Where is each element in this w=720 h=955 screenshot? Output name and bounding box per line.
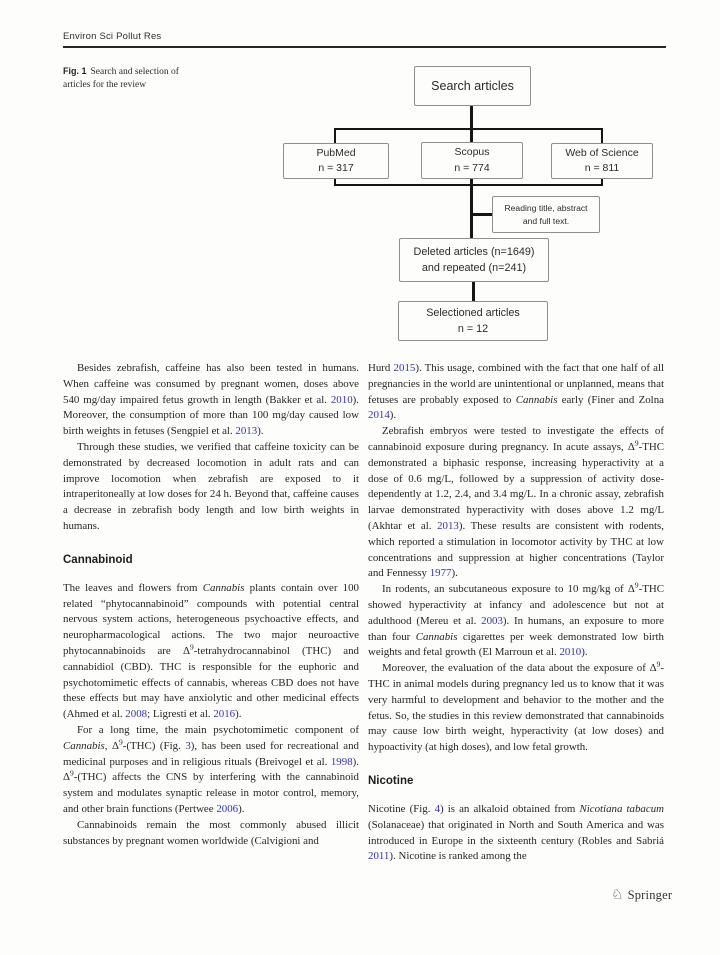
- body-paragraph: [63, 440, 359, 535]
- text-run: ).: [451, 567, 458, 580]
- header-rule: [63, 46, 666, 48]
- web-of-science-box: [551, 143, 653, 179]
- citation-link[interactable]: 2016: [213, 708, 236, 721]
- text-run: plants contain over 100 related “phytocannabinoid” compounds with potential central nervous system actions, heterogeneous psychoactive effects, and neuropharmacological actions. The two major neuroactive phytocannabinoids are Δ: [63, 581, 359, 657]
- text-run: -(THC) affects the CNS by interfering with the cannabinoid system and modulates synaptic release in motor control, memory, and other brain functions (Pertwee: [63, 771, 359, 815]
- reading-note-line1: Reading title, abstract: [504, 203, 588, 214]
- body-paragraph: [368, 424, 664, 582]
- pubmed-box: [283, 143, 389, 179]
- springer-wordmark: Springer: [627, 888, 673, 902]
- citation-link[interactable]: 2008: [125, 708, 148, 721]
- citation-link[interactable]: 1977: [429, 567, 452, 580]
- text-run: Hurd: [368, 362, 394, 374]
- text-run: ). Nicotine is ranked among the: [389, 850, 527, 863]
- superscript: 9: [634, 438, 639, 448]
- italic-term: Cannabis: [202, 581, 245, 594]
- text-run: (Solanaceae) that originated in North and South America and was introduced in Europe in the sixteenth century (Robles and Sabriá: [368, 818, 664, 847]
- body-paragraph: [63, 361, 359, 440]
- search-articles-box: [414, 66, 531, 106]
- text-run: ).: [235, 708, 242, 721]
- deleted-articles-line2: and repeated (n=241): [421, 262, 527, 274]
- search-articles-label: Search articles: [431, 79, 514, 93]
- citation-link[interactable]: 1998: [330, 755, 353, 768]
- text-run: ).: [581, 646, 588, 659]
- text-run: Zebrafish embryos were tested to investigate the effects of cannabinoid exposure during pregnancy. In acute assays, Δ: [368, 425, 664, 453]
- text-run: The leaves and flowers from: [63, 581, 203, 594]
- connector-to-reading-note: [472, 213, 493, 216]
- scopus-box: [421, 142, 523, 179]
- body-paragraph: [368, 661, 664, 756]
- selected-articles-line2: n = 12: [457, 323, 489, 335]
- scopus-count: n = 774: [454, 161, 490, 174]
- pubmed-count: n = 317: [318, 162, 354, 174]
- text-run: ), has been used for recreational and medicinal purposes and in religious rituals (Breivogel et al.: [63, 739, 360, 768]
- body-paragraph: [63, 818, 359, 850]
- text-run: ).: [238, 802, 245, 815]
- text-run: ).: [257, 425, 264, 438]
- selected-articles-line1: Selectioned articles: [426, 306, 520, 319]
- text-run: ). Δ: [63, 755, 359, 784]
- deleted-articles-line1: Deleted articles (n=1649): [413, 245, 535, 258]
- body-paragraph: [368, 361, 664, 424]
- reading-note-box: [492, 196, 600, 233]
- superscript: 9: [634, 580, 639, 590]
- web-of-science-label: Web of Science: [565, 146, 639, 159]
- body-column-right: [368, 361, 664, 865]
- text-run: early (Finer and Zolna: [557, 393, 664, 406]
- superscript: 9: [70, 768, 74, 778]
- body-paragraph: [63, 723, 359, 818]
- connector-search-to-bracket: [470, 105, 473, 129]
- text-run: ).: [389, 409, 397, 422]
- connector-deleted-to-selected: [472, 281, 475, 302]
- section-heading: Nicotine: [368, 774, 414, 787]
- body-column-left: [63, 361, 359, 849]
- text-run: Besides zebrafish, caffeine has also been tested in humans. When caffeine was consumed by pregnant women, doses above 540 mg/day impaired fetus growth in length (Bakker et al.: [63, 362, 359, 406]
- citation-link[interactable]: 2010: [330, 393, 353, 406]
- superscript: 9: [656, 659, 661, 669]
- text-run: cigarettes per week demonstrated low birth weights and fetal growth (El Marroun et al.: [368, 630, 664, 659]
- text-run: Moreover, the evaluation of the data about the exposure of Δ: [382, 662, 657, 675]
- text-run: ). Moreover, the consumption of more than 100 mg/day caused low birth weights in fetuses (Sengpiel et al.: [63, 393, 359, 438]
- selected-articles-box: [398, 301, 548, 341]
- figure-caption: [63, 66, 205, 91]
- text-run: ) is an alkaloid obtained from: [440, 802, 580, 815]
- text-run: ; Ligresti et al.: [147, 708, 214, 721]
- citation-link[interactable]: 3: [185, 739, 191, 752]
- citation-link[interactable]: 2014: [368, 409, 390, 422]
- text-run: ). This usage, combined with the fact that one half of all pregnancies in the world are unintentional or unplanned, means that fetuses are probably exposed to: [368, 362, 664, 406]
- text-run: In rodents, an subcutaneous exposure to 10 mg/kg of Δ: [382, 583, 635, 596]
- text-run: ). In humans, an exposure to more than four: [368, 614, 664, 643]
- italic-term: Nicotiana tabacum: [579, 802, 665, 815]
- citation-link[interactable]: 2015: [393, 362, 416, 374]
- text-run: -THC in animal models during pregnancy led us to know that it was very harmful to development and behavior to the mother and the fetus. So, the studies in this review demonstrated that cannabinoids may cause low birth weight, hyperactivity (at low doses) and hypoactivity (at high doses), and low fetal growth.: [368, 662, 664, 754]
- text-run: -THC showed hyperactivity at infancy and adolescence but not at adulthood (Mereu et al.: [368, 583, 664, 627]
- italic-term: Cannabis: [63, 739, 105, 752]
- web-of-science-count: n = 811: [584, 162, 620, 174]
- text-run: Through these studies, we verified that caffeine toxicity can be demonstrated by decreased locomotion in adult rats and can improve locomotion when zebrafish are exposed to it intraperitoneally at low doses for 24 h. Beyond that, caffeine causes a decrease in zebrafish body length and low birth weights in humans.: [63, 440, 359, 532]
- body-paragraph: [63, 581, 359, 723]
- text-run: -(THC) (Fig.: [122, 739, 186, 752]
- italic-term: Cannabis: [415, 630, 458, 643]
- text-run: Cannabinoids remain the most commonly abused illicit substances by pregnant women worldwide (Calvigioni and: [63, 818, 359, 847]
- figure-caption-text: Search and selection of articles for the review: [63, 67, 179, 90]
- pubmed-label: PubMed: [316, 146, 356, 159]
- citation-link[interactable]: 2006: [216, 802, 239, 815]
- citation-link[interactable]: 2003: [481, 614, 503, 627]
- superscript: 9: [119, 737, 123, 747]
- text-run: For a long time, the main psychotomimetic component of: [77, 723, 359, 736]
- citation-link[interactable]: 4: [434, 802, 441, 815]
- scopus-label: Scopus: [454, 146, 490, 159]
- body-paragraph: [368, 582, 664, 661]
- citation-link[interactable]: 2011: [368, 850, 390, 863]
- figure-caption-label: Fig. 1: [63, 66, 87, 76]
- springer-knight-icon: ♘: [611, 887, 624, 903]
- body-paragraph: [368, 802, 664, 865]
- text-run: -tetrahydrocannabinol (THC) and cannabidiol (CBD). THC is responsible for the euphoric and psychotomimetic effects of cannabis, whereas CBD does not have these effects but may have anxiolytic and other medicinal effects (Ahmed et al.: [63, 644, 359, 721]
- text-run: Nicotine (Fig.: [368, 802, 435, 815]
- citation-link[interactable]: 2013: [235, 425, 258, 438]
- text-run: ). These results are consistent with rodents, which reported a stimulation in locomotor activity by THC at low concentrations and suppression at higher concentrations (Taylor and Fennessy: [368, 519, 665, 580]
- citation-link[interactable]: 2013: [437, 519, 459, 532]
- italic-term: Cannabis: [515, 393, 558, 406]
- text-run: , Δ: [104, 739, 119, 752]
- text-run: -THC demonstrated a biphasic response, increasing hyperactivity at a dose of 0.6 mg/L, followed by a suppression of activity dose-dependently at 1.2, 2.4, and 3.4 mg/L. In a chronic assay, zebrafish larvae demonstrated hyperactivity with doses above 1.2 mg/L (Akhtar et al.: [368, 440, 664, 532]
- reading-note-line2: and full text.: [522, 215, 570, 226]
- superscript: 9: [189, 642, 194, 652]
- section-heading: Cannabinoid: [63, 553, 133, 566]
- deleted-articles-box: [399, 238, 549, 282]
- citation-link[interactable]: 2010: [559, 646, 582, 659]
- journal-header: Environ Sci Pollut Res: [63, 31, 162, 42]
- springer-logo: [611, 888, 672, 903]
